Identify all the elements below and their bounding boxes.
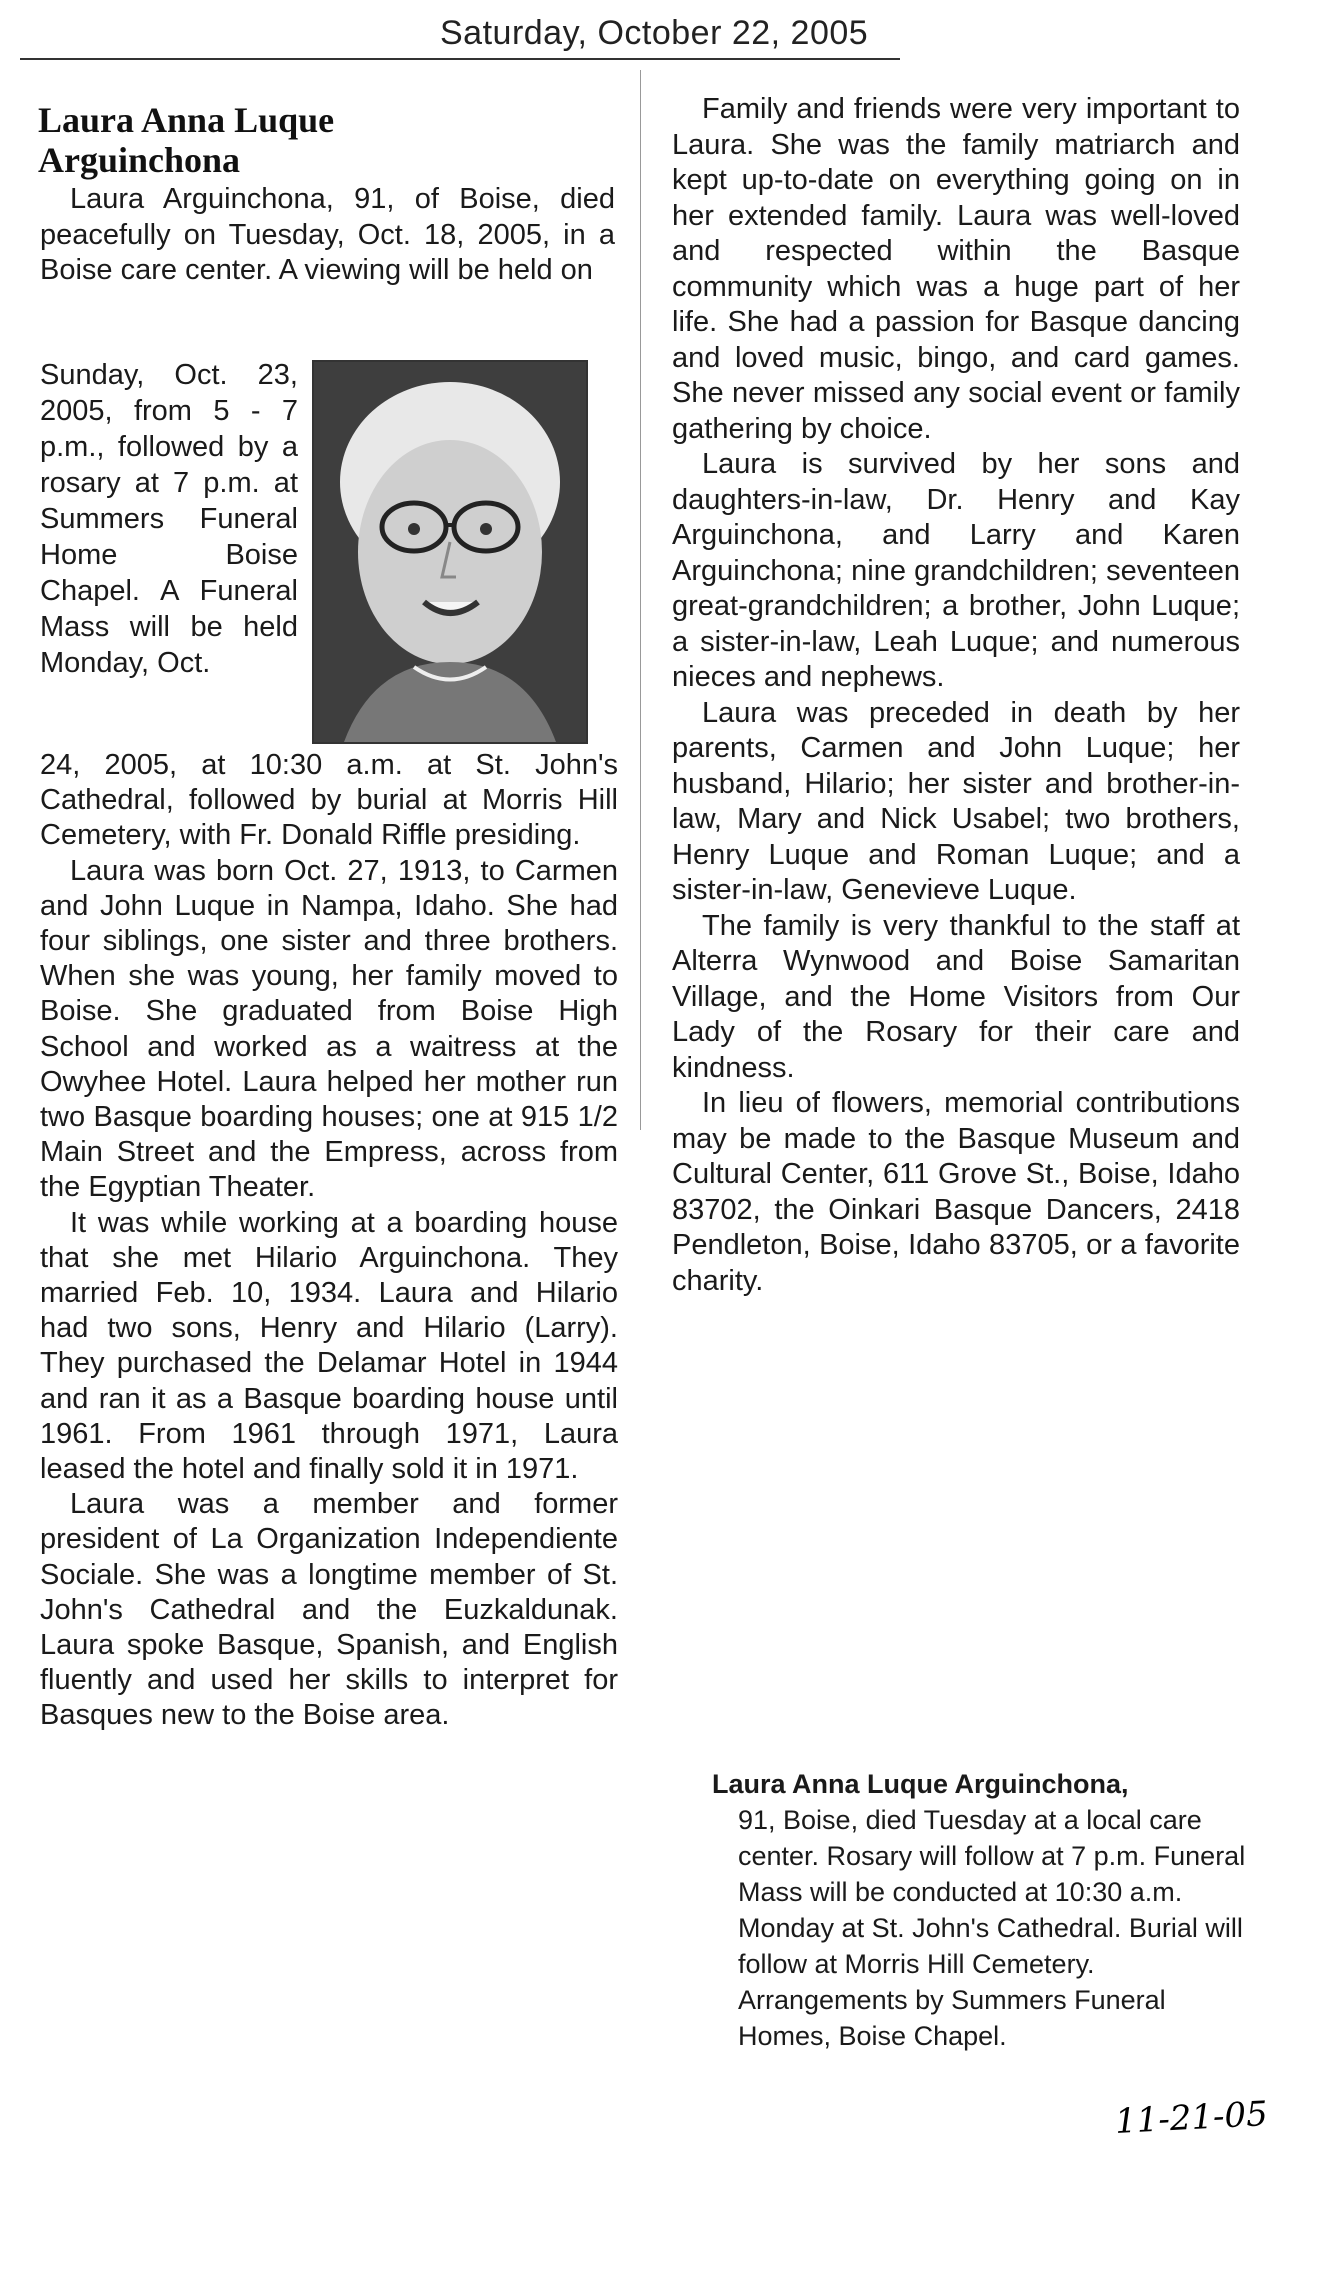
paragraph-memorials: In lieu of flowers, memorial contributions may be made to the Basque Museum and Cultural Center, 611 Grove St., Boise, Idaho 83702, the Oinkari Basque Dancers, 2418 Pendleton, Boise, Idaho 83705, or a favorite charity. [672,1087,1240,1297]
header-rule [20,58,900,60]
death-notice-body: 91, Boise, died Tuesday at a local care center. Rosary will follow at 7 p.m. Funeral Mass will be conducted at 10:30 a.m. Monday at St. John's Cathedral. Burial will follow at Morris Hill Cemetery. Arrangements by Summers Funeral Homes, Boise Chapel. [738,1805,1246,2051]
paragraph-birth: Laura was born Oct. 27, 1913, to Carmen and John Luque in Nampa, Idaho. She had four siblings, one sister and three brothers. When she was young, her family moved to Boise. She graduated from Boise High School and worked as a waitress at the Owyhee Hotel. Laura helped her mother run two Basque boarding houses; one at 915 1/2 Main Street and the Empress, across from the Egyptian Theater. [40,854,618,1204]
obituary-headline [38,100,334,180]
headline-line-2: Arguinchona [38,140,241,180]
death-notice-clipping [712,1766,1252,2054]
intro-wrapped-text: Sunday, Oct. 23, 2005, from 5 - 7 p.m., followed by a rosary at 7 p.m. at Summers Funeral Home Boise Chapel. A Funeral Mass will be held Monday, Oct. [40,359,298,679]
paragraph-family: Family and friends were very important to Laura. She was the family matriarch and kept up-to-date on everything going on in her extended family. Laura was well-loved and respected within the Basque community which was a huge part of her life. She had a passion for Basque dancing and loved music, bingo, and card games. She never missed any social event or family gathering by choice. [672,93,1240,445]
paragraph-preceded: Laura was preceded in death by her parents, Carmen and John Luque; her husband, Hilario; her sister and brother-in-law, Mary and Nick Usabel; two brothers, Henry Luque and Roman Luque; and a sister-in-law, Genevieve Luque. [672,696,1240,906]
dateline: Saturday, October 22, 2005 [440,14,869,52]
paragraph-membership: Laura was a member and former president of La Organization Independiente Sociale. She was a longtime member of St. John's Cathedral and the Euzkaldunak. Laura spoke Basque, Spanish, and English fluently and used her skills to interpret for Basques new to the Boise area. [40,1488,618,1732]
left-column-body [40,748,618,1734]
paragraph-funeral-details: 24, 2005, at 10:30 a.m. at St. John's Cathedral, followed by burial at Morris Hill Cemetery, with Fr. Donald Riffle presiding. [40,749,618,852]
intro-wide-text: Laura Arguinchona, 91, of Boise, died peacefully on Tuesday, Oct. 18, 2005, in a Boise care center. A viewing will be held on [40,183,615,286]
paragraph-thanks: The family is very thankful to the staff at Alterra Wynwood and Boise Samaritan Village, and the Home Visitors from Our Lady of the Rosary for their care and kindness. [672,909,1240,1084]
handwritten-date: 11-21-05 [1114,2094,1269,2142]
headline-line-1: Laura Anna Luque [38,100,335,140]
portrait-illustration [314,362,586,742]
intro-paragraph [40,182,615,289]
column-divider [640,70,641,1130]
right-column-body [672,92,1240,1299]
portrait-photo [312,360,588,744]
death-notice-name: Laura Anna Luque Arguinchona, [712,1769,1129,1799]
paragraph-marriage: It was while working at a boarding house that she met Hilario Arguinchona. They married Feb. 10, 1934. Laura and Hilario had two sons, Henry and Hilario (Larry). They purchased the Delamar Hotel in 1944 and ran it as a Basque boarding house until 1961. From 1961 through 1971, Laura leased the hotel and finally sold it in 1971. [40,1206,618,1486]
paragraph-survivors: Laura is survived by her sons and daughters-in-law, Dr. Henry and Kay Arguinchona, and Larry and Karen Arguinchona; nine grandchildren; seventeen great-grandchildren; a brother, John Luque; a sister-in-law, Leah Luque; and numerous nieces and nephews. [672,448,1240,693]
